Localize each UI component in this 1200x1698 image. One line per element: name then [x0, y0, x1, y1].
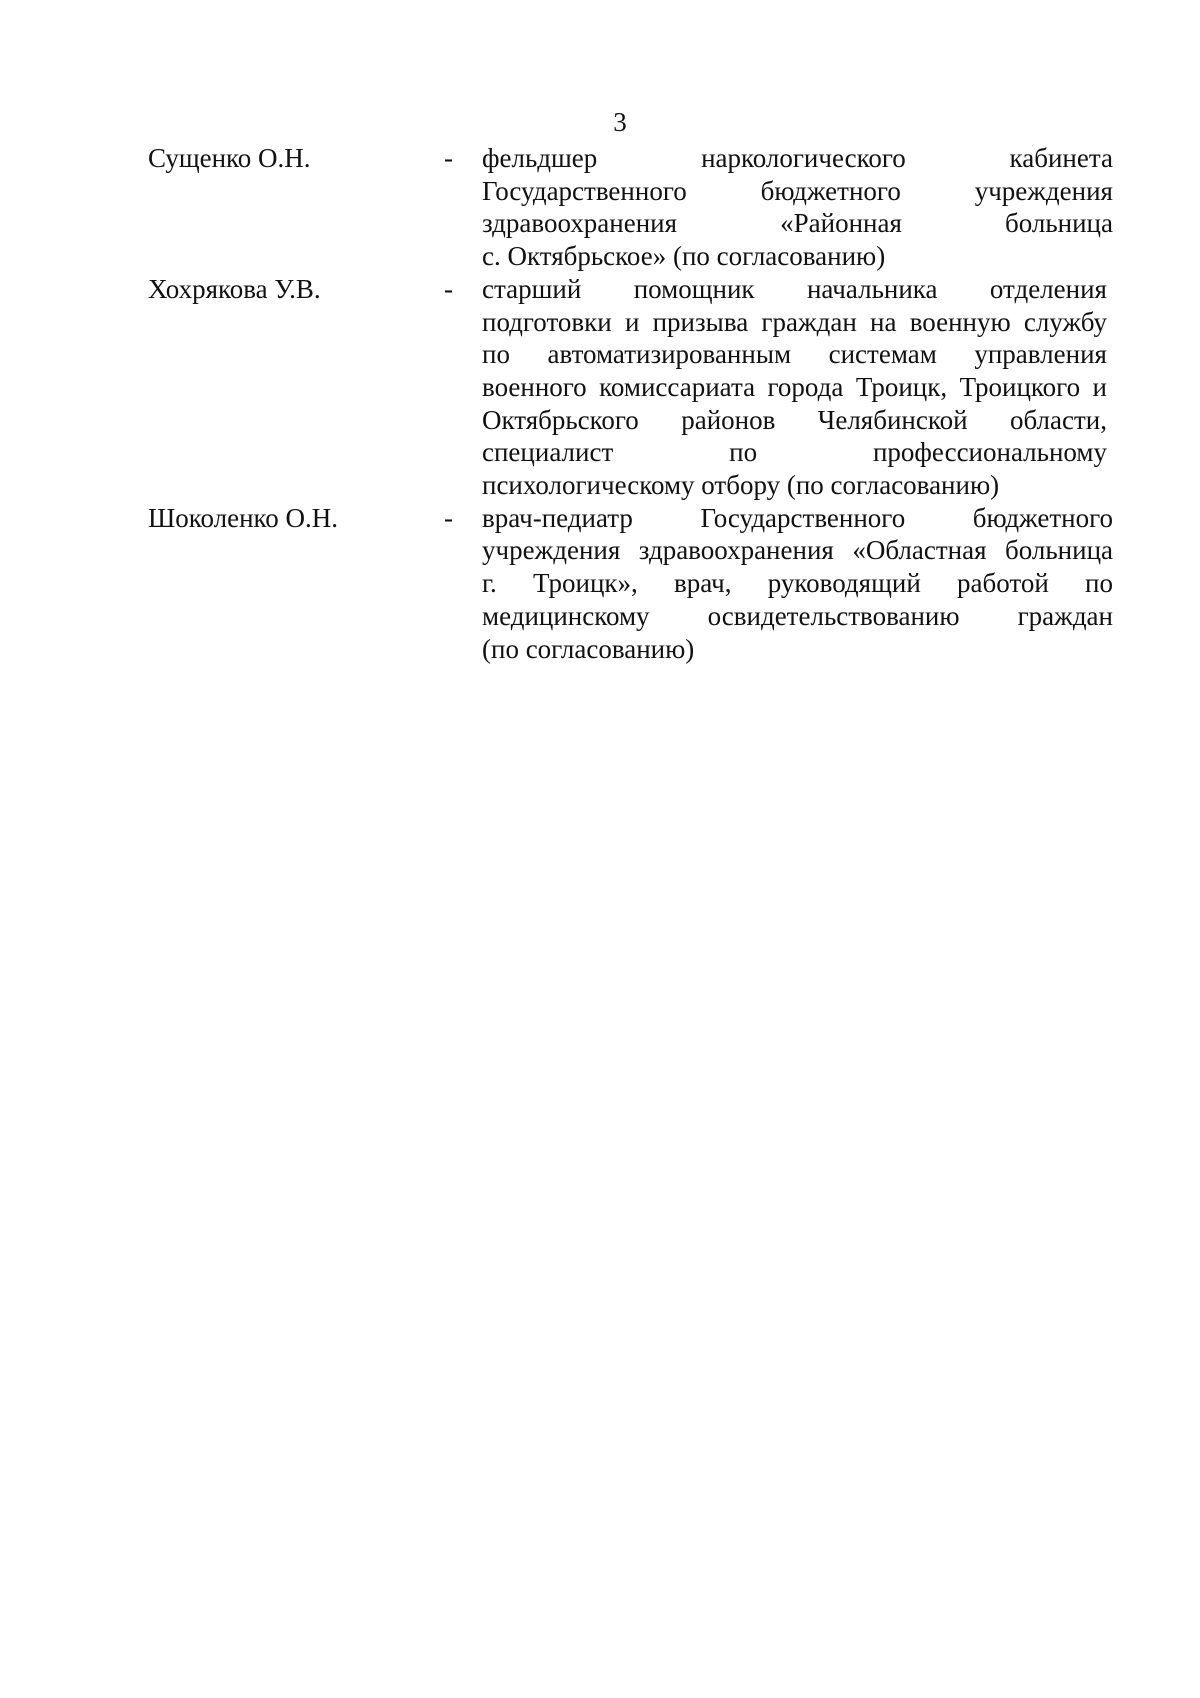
role-word: фельдшер — [482, 143, 598, 173]
role-word: Челябинской — [817, 404, 968, 435]
role-text-line — [482, 600, 1113, 633]
role-word: Октябрьского — [482, 404, 639, 435]
role-word: «Районная — [780, 208, 902, 239]
role-text-line — [482, 207, 1113, 240]
role-word: врач, — [674, 568, 732, 599]
role-word: комиссариата — [599, 371, 756, 402]
role-word: освидетельствованию — [707, 600, 960, 631]
member-role — [482, 273, 1107, 502]
role-word: города — [767, 371, 844, 402]
role-word: кабинета — [1009, 143, 1113, 173]
role-word: бюджетного — [972, 502, 1113, 533]
role-word: автоматизированным — [547, 339, 792, 370]
role-word: здравоохранения — [482, 208, 678, 239]
role-word: медицинскому — [482, 600, 650, 631]
role-word: военную — [909, 306, 1011, 337]
role-text-line — [482, 567, 1113, 600]
role-word: службу — [1023, 306, 1107, 337]
role-text-line — [482, 436, 1107, 469]
role-word: «Областная — [852, 535, 987, 566]
commission-member-list — [148, 142, 1113, 665]
member-name: Сущенко О.Н. — [148, 143, 311, 173]
role-text-line: с. Октябрьское» (по согласованию) — [482, 241, 886, 272]
role-word: граждан — [1017, 600, 1113, 631]
role-word: подготовки — [482, 306, 612, 337]
role-word: по — [729, 437, 758, 468]
member-role — [482, 502, 1113, 666]
role-word: здравоохранения — [638, 535, 834, 566]
entry-dash: - — [444, 273, 453, 304]
role-word: работой — [957, 568, 1049, 599]
role-word: районов — [681, 404, 776, 435]
role-word: старший — [482, 273, 582, 304]
role-text-line — [482, 306, 1107, 339]
role-text-line — [482, 338, 1107, 371]
entry-dash: - — [444, 143, 453, 173]
member-entry — [148, 502, 1113, 666]
role-word: по — [482, 339, 510, 370]
role-word: призыва — [652, 306, 749, 337]
role-text-line — [482, 371, 1107, 404]
role-text-line — [482, 534, 1113, 567]
member-role — [482, 142, 1113, 273]
role-word: учреждения — [482, 535, 621, 566]
role-word: и — [1092, 371, 1107, 402]
role-word: профессиональному — [872, 437, 1107, 468]
role-word: управления — [974, 339, 1107, 370]
role-word: и — [624, 306, 640, 337]
role-word: бюджетного — [760, 175, 901, 206]
role-word: Троицк, — [855, 371, 948, 402]
role-text-line — [482, 142, 1113, 175]
role-word: г. — [482, 568, 497, 599]
page-number: 3 — [613, 107, 627, 137]
role-word: Государственного — [700, 502, 906, 533]
role-text-line — [482, 273, 1107, 306]
role-text-line: (по согласованию) — [482, 633, 695, 664]
role-word: системам — [828, 339, 937, 370]
role-text-line — [482, 175, 1113, 208]
role-word: помощник — [633, 273, 755, 304]
role-word: по — [1085, 568, 1113, 599]
role-text-line — [482, 502, 1113, 535]
role-word: наркологического — [701, 143, 906, 173]
role-word: начальника — [806, 273, 938, 304]
role-word: больница — [1005, 535, 1113, 566]
role-word: руководящий — [767, 568, 921, 599]
role-word: военного — [482, 371, 587, 402]
role-word: Троицкого — [959, 371, 1081, 402]
member-entry — [148, 273, 1113, 502]
member-name: Хохрякова У.В. — [148, 273, 321, 304]
role-word: отделения — [989, 273, 1107, 304]
member-name: Шоколенко О.Н. — [148, 502, 339, 533]
role-word: на — [870, 306, 897, 337]
member-entry — [148, 142, 1113, 273]
role-text-line — [482, 404, 1107, 437]
role-word: Государственного — [482, 175, 687, 206]
role-word: граждан — [761, 306, 857, 337]
role-word: больница — [1004, 208, 1113, 239]
role-word: врач-педиатр — [482, 502, 633, 533]
role-word: Троицк», — [533, 568, 638, 599]
role-word: области, — [1009, 404, 1107, 435]
entry-dash: - — [444, 502, 453, 533]
role-text-line: психологическому отбору (по согласованию) — [482, 470, 1000, 501]
role-word: учреждения — [974, 175, 1113, 206]
role-word: специалист — [482, 437, 614, 468]
